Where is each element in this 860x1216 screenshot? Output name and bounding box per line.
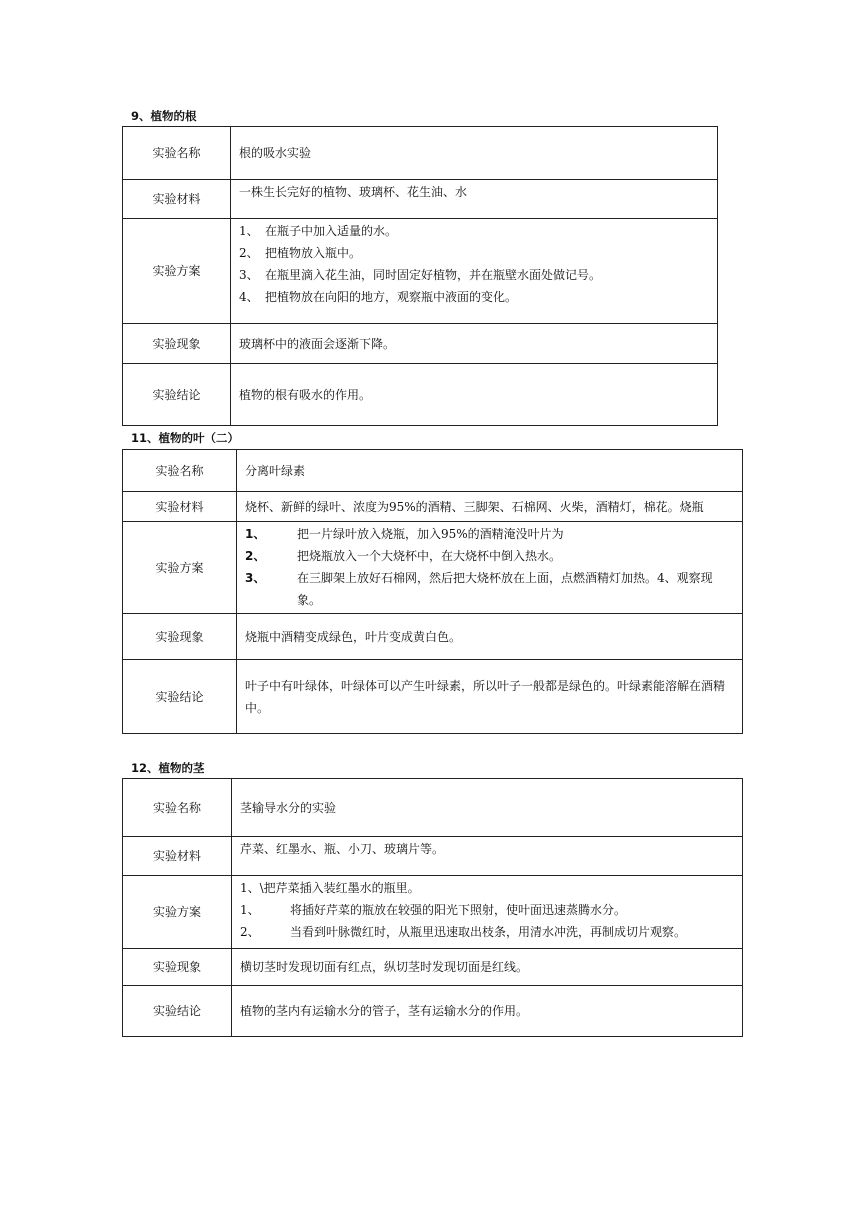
experiment-phenomenon: 横切茎时发现切面有红点，纵切茎时发现切面是红线。 (232, 949, 743, 986)
label-phenomenon: 实验现象 (123, 614, 237, 660)
label-plan: 实验方案 (123, 219, 231, 324)
step-number: 2、 (245, 549, 266, 563)
label-conclusion: 实验结论 (123, 364, 231, 426)
label-plan: 实验方案 (123, 876, 232, 949)
label-phenomenon: 实验现象 (123, 324, 231, 364)
step-text: 把植物放入瓶中。 (265, 246, 362, 260)
step-text: 将插好芹菜的瓶放在较强的阳光下照射，使叶面迅速蒸腾水分。 (290, 903, 627, 917)
step-text: 在瓶子中加入适量的水。 (265, 224, 398, 238)
step-number: 4、 (239, 290, 259, 304)
label-plan: 实验方案 (123, 522, 237, 614)
step-number: 1、 (239, 224, 259, 238)
plan-step: 1、\把芹菜插入装红墨水的瓶里。 (240, 881, 420, 895)
step-number: 1、 (245, 527, 266, 541)
plan-step (240, 899, 734, 921)
label-materials: 实验材料 (123, 492, 237, 522)
experiment-materials: 烧杯、新鲜的绿叶、浓度为95%的酒精、三脚架、石棉网、火柴，酒精灯，棉花。烧瓶 (237, 492, 743, 522)
step-text: 当看到叶脉微红时，从瓶里迅速取出枝条，用清水冲洗，再制成切片观察。 (290, 925, 687, 939)
step-number: 3、 (239, 268, 259, 282)
label-conclusion: 实验结论 (123, 986, 232, 1037)
experiment-materials: 一株生长完好的植物、玻璃杯、花生油、水 (231, 180, 718, 219)
step-text: 把烧瓶放入一个大烧杯中，在大烧杯中倒入热水。 (297, 549, 562, 563)
experiment-phenomenon: 玻璃杯中的液面会逐渐下降。 (231, 324, 718, 364)
plan-step (239, 264, 709, 286)
section-heading-leaves: 11、植物的叶（二） (131, 431, 240, 445)
step-number: 3、 (245, 571, 266, 585)
label-materials: 实验材料 (123, 180, 231, 219)
plan-step (245, 545, 734, 567)
label-name: 实验名称 (123, 127, 231, 180)
label-phenomenon: 实验现象 (123, 949, 232, 986)
experiment-table-leaves (122, 449, 743, 734)
step-number: 1、 (240, 903, 260, 917)
step-text: 在三脚架上放好石棉网，然后把大烧杯放在上面，点燃酒精灯加热。4、观察现象。 (297, 571, 713, 607)
plan-step (239, 220, 709, 242)
label-materials: 实验材料 (123, 837, 232, 876)
experiment-plan (231, 219, 718, 324)
plan-step (240, 921, 734, 943)
label-name: 实验名称 (123, 450, 237, 492)
plan-step (239, 242, 709, 264)
experiment-conclusion: 植物的根有吸水的作用。 (231, 364, 718, 426)
plan-step (245, 523, 734, 545)
section-heading-stems: 12、植物的茎 (131, 761, 205, 775)
label-conclusion: 实验结论 (123, 660, 237, 734)
experiment-plan (232, 876, 743, 949)
step-text: 把植物放在向阳的地方，观察瓶中液面的变化。 (265, 290, 518, 304)
label-name: 实验名称 (123, 779, 232, 837)
experiment-plan (237, 522, 743, 614)
experiment-conclusion: 植物的茎内有运输水分的管子，茎有运输水分的作用。 (232, 986, 743, 1037)
experiment-name: 根的吸水实验 (231, 127, 718, 180)
experiment-table-roots (122, 126, 718, 426)
experiment-name: 分离叶绿素 (237, 450, 743, 492)
plan-step (239, 286, 709, 308)
plan-step (245, 567, 734, 611)
step-text: 把一片绿叶放入烧瓶，加入95%的酒精淹没叶片为 (297, 527, 564, 541)
experiment-conclusion: 叶子中有叶绿体，叶绿体可以产生叶绿素，所以叶子一般都是绿色的。叶绿素能溶解在酒精中。 (237, 660, 743, 734)
section-heading-roots: 9、植物的根 (131, 109, 197, 123)
step-text: 在瓶里滴入花生油，同时固定好植物，并在瓶壁水面处做记号。 (265, 268, 602, 282)
step-number: 2、 (239, 246, 259, 260)
experiment-phenomenon: 烧瓶中酒精变成绿色，叶片变成黄白色。 (237, 614, 743, 660)
experiment-materials: 芹菜、红墨水、瓶、小刀、玻璃片等。 (232, 837, 743, 876)
experiment-name: 茎输导水分的实验 (232, 779, 743, 837)
experiment-table-stems (122, 778, 743, 1037)
step-number: 2、 (240, 925, 260, 939)
